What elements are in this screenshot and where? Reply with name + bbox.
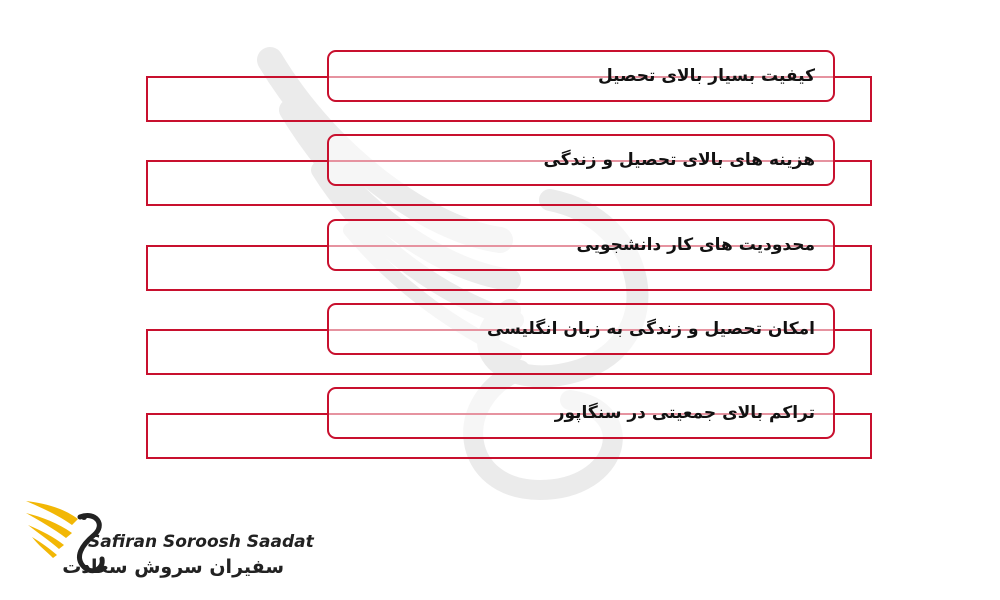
- item-label: محدودیت های کار دانشجویی: [576, 235, 815, 255]
- item-box: [327, 303, 835, 355]
- item-label: کیفیت بسیار بالای تحصیل: [597, 66, 815, 86]
- logo-name-fa: سفیران سروش سعادت: [62, 556, 284, 578]
- item-label: امکان تحصیل و زندگی به زبان انگلیسی: [486, 319, 815, 339]
- list-item: [0, 132, 1000, 212]
- item-label: تراکم بالای جمعیتی در سنگاپور: [554, 403, 815, 423]
- item-box: [327, 219, 835, 271]
- item-label: هزینه های بالای تحصیل و زندگی: [543, 150, 815, 170]
- list-item: [0, 217, 1000, 297]
- list-item: [0, 385, 1000, 465]
- list-item: [0, 301, 1000, 381]
- item-box: [327, 387, 835, 439]
- item-box: [327, 50, 835, 102]
- item-box: [327, 134, 835, 186]
- logo-name-en: Safiran Soroosh Saadat: [88, 532, 314, 552]
- list-item: [0, 48, 1000, 128]
